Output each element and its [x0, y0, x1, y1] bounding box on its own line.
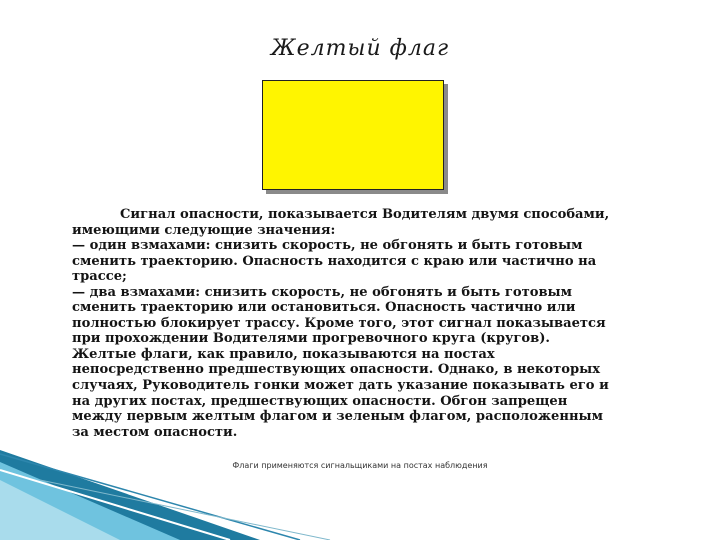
paragraph-line: трассе;: [72, 269, 127, 285]
yellow-flag-rect: [262, 80, 444, 190]
slide-title: Желтый флаг: [270, 36, 450, 61]
paragraph-line: полностью блокирует трассу. Кроме того, этот сигнал показывается: [72, 315, 606, 331]
paragraph-line: между первым желтым флагом и зеленым флагом, расположенным: [72, 409, 604, 425]
paragraph-line: — два взмахами: снизить скорость, не обгонять и быть готовым: [72, 284, 573, 300]
decorative-wave-corner: [0, 440, 720, 540]
paragraph-line: при прохождении Водителями прогревочного круга (кругов).: [72, 331, 550, 347]
paragraph-line: на других постах, предшествующих опасности. Обгон запрещен: [72, 393, 568, 409]
paragraph-line: сменить траекторию. Опасность находится с краю или частично на: [72, 253, 597, 269]
yellow-flag-image: [262, 80, 444, 190]
paragraph-line: сменить траекторию или остановиться. Опасность частично или: [72, 300, 576, 316]
paragraph-line: — один взмахами: снизить скорость, не обгонять и быть готовым: [72, 238, 583, 254]
image-caption: Флаги применяются сигнальщиками на постах наблюдения: [232, 461, 488, 470]
paragraph-line: Сигнал опасности, показывается Водителям двумя способами,: [120, 207, 610, 222]
body-paragraph: [72, 207, 672, 440]
paragraph-line: случаях, Руководитель гонки может дать указание показывать его и: [72, 378, 609, 394]
paragraph-line: Желтые флаги, как правило, показываются на постах: [72, 346, 495, 362]
paragraph-line: имеющими следующие значения:: [72, 222, 336, 238]
paragraph-line: за местом опасности.: [72, 424, 238, 440]
paragraph-line: непосредственно предшествующих опасности. Однако, в некоторых: [72, 362, 601, 378]
